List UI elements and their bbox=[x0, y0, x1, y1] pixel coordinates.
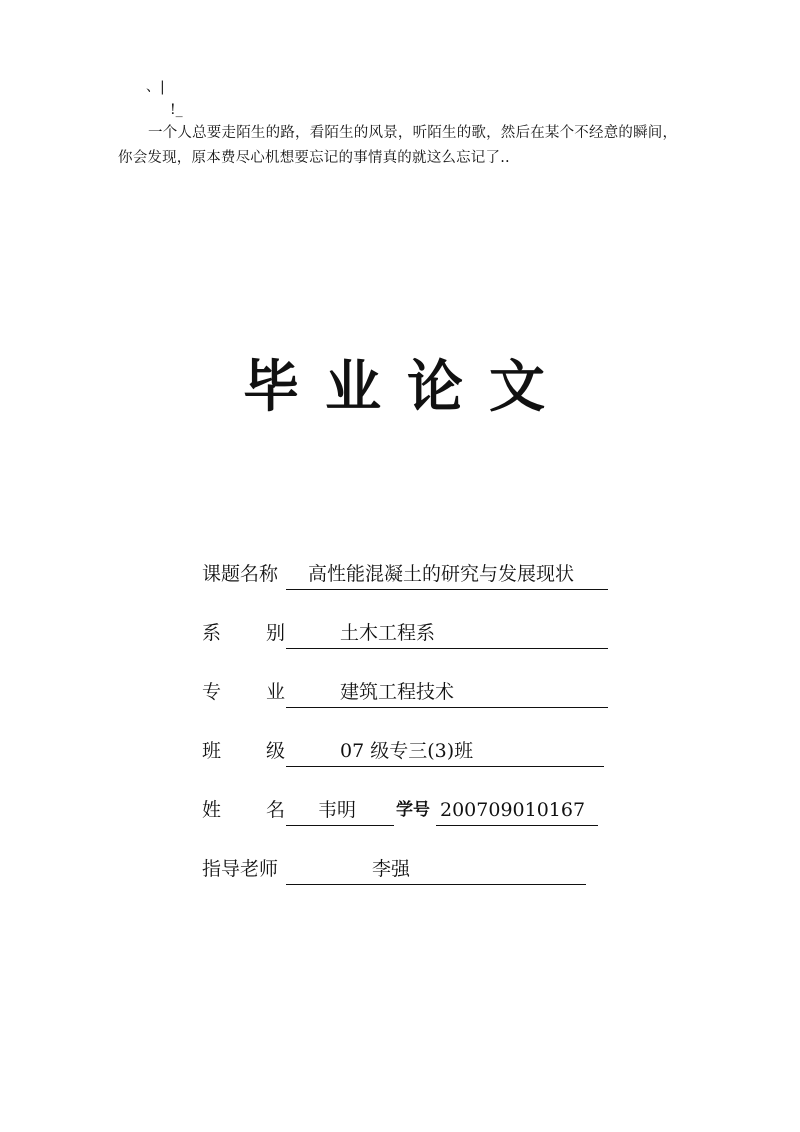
advisor-field bbox=[286, 852, 586, 885]
topic-row bbox=[202, 557, 622, 616]
department-value: 土木工程系 bbox=[340, 622, 436, 644]
epigraph-line-1: 一个人总要走陌生的路，看陌生的风景，听陌生的歌，然后在某个不经意的瞬间， bbox=[148, 125, 678, 141]
epigraph-line-2: 你会发现，原本费尽心机想要忘记的事情真的就这么忘记了.. bbox=[118, 150, 510, 166]
department-row bbox=[202, 616, 622, 675]
topic-field bbox=[286, 557, 608, 590]
name-label-2: 名 bbox=[266, 799, 286, 821]
advisor-value: 李强 bbox=[372, 858, 411, 880]
epigraph-quote bbox=[118, 121, 758, 171]
major-value: 建筑工程技术 bbox=[340, 681, 455, 703]
major-row bbox=[202, 675, 622, 734]
name-field bbox=[286, 793, 394, 826]
class-value: 07 级专三(3)班 bbox=[340, 740, 474, 762]
name-label-1: 姓 bbox=[202, 799, 222, 821]
topic-label: 课题名称 bbox=[202, 563, 279, 585]
stray-mark-top: 、| bbox=[146, 79, 165, 95]
student-id-value: 200709010167 bbox=[440, 799, 586, 821]
page-title: 毕业论文 bbox=[243, 355, 571, 420]
class-label-2: 级 bbox=[266, 740, 286, 762]
department-label-1: 系 bbox=[202, 622, 222, 644]
stray-mark-second: !_ bbox=[170, 102, 183, 118]
name-row bbox=[202, 793, 622, 852]
advisor-row bbox=[202, 852, 622, 911]
student-id-label: 学号 bbox=[396, 800, 430, 820]
topic-value: 高性能混凝土的研究与发展现状 bbox=[308, 563, 575, 585]
name-value: 韦明 bbox=[318, 799, 357, 821]
major-label-1: 专 bbox=[202, 681, 222, 703]
department-field bbox=[286, 616, 608, 649]
student-id-field bbox=[436, 793, 598, 826]
major-label-2: 业 bbox=[266, 681, 286, 703]
major-field bbox=[286, 675, 608, 708]
class-field bbox=[286, 734, 604, 767]
class-label-1: 班 bbox=[202, 740, 222, 762]
advisor-label: 指导老师 bbox=[202, 858, 279, 880]
cover-info-form bbox=[202, 557, 622, 911]
department-label-2: 别 bbox=[266, 622, 286, 644]
class-row bbox=[202, 734, 622, 793]
